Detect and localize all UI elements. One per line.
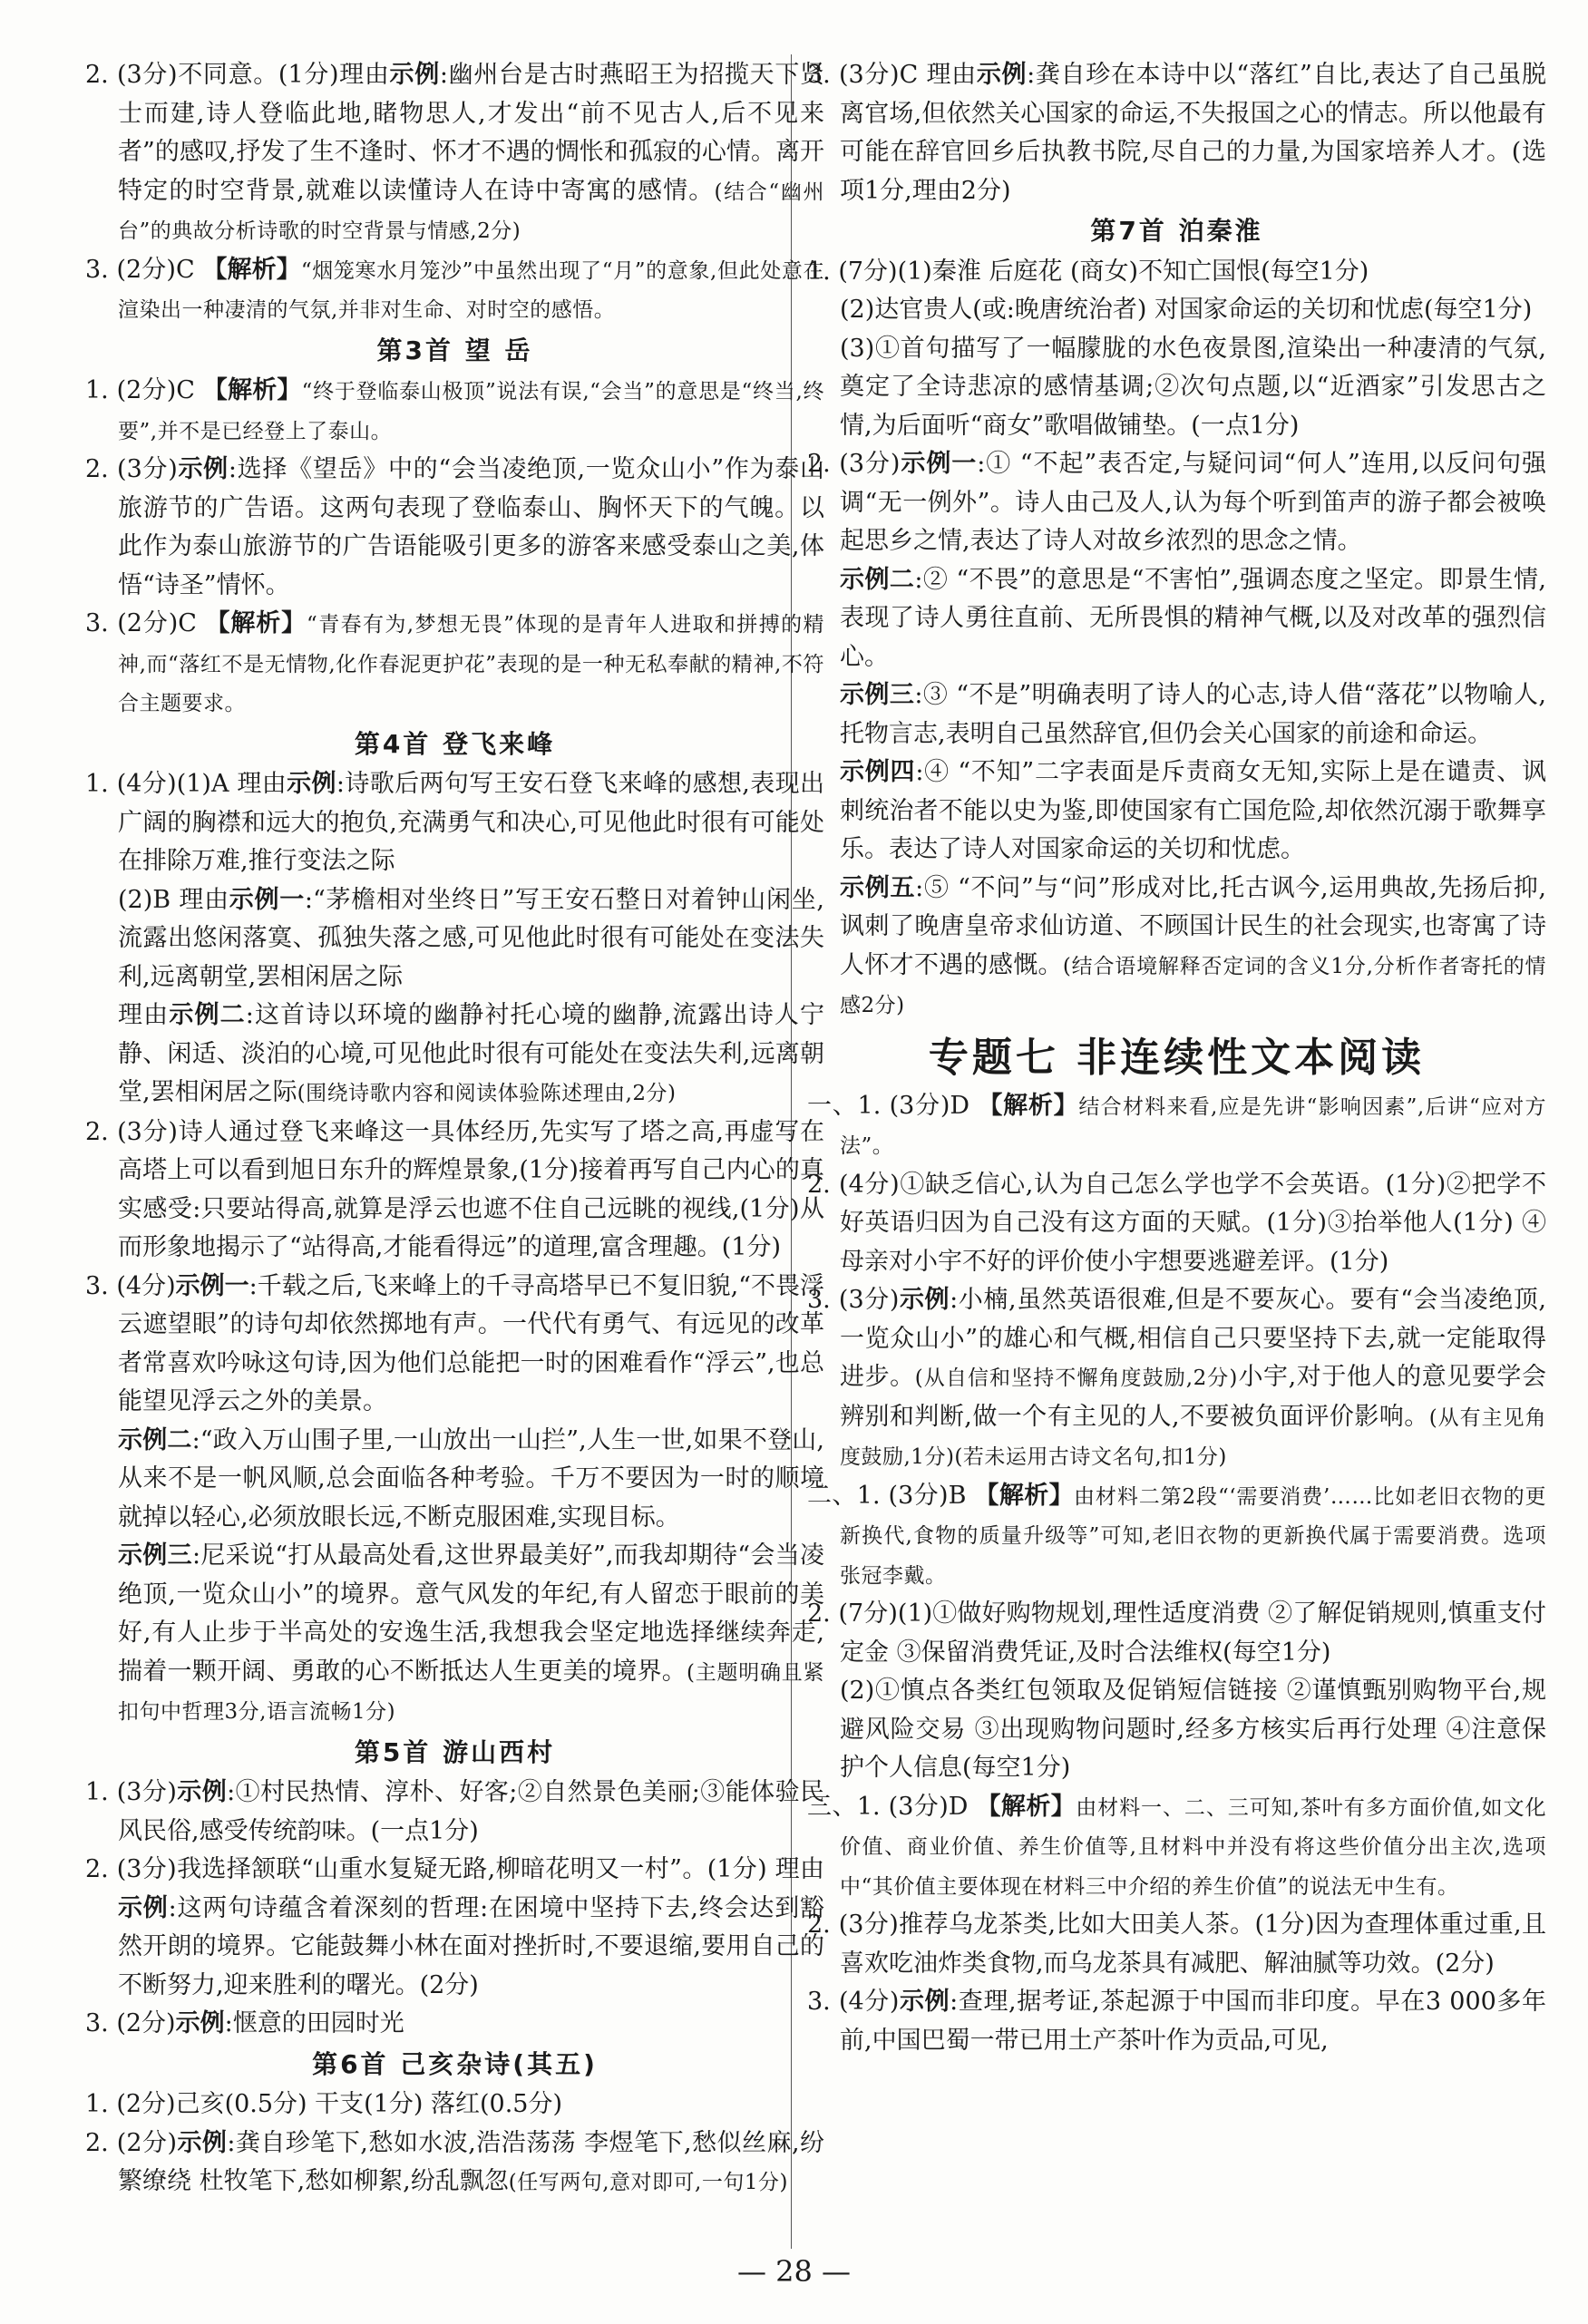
answer-item: 理由示例二:这首诗以环境的幽静衬托心境的幽静,流露出诗人宁静、闲适、淡泊的心境,可见他此时很有可能处在变法失利,远离朝堂,罢相闲居之际(围绕诗歌内容和阅读体验陈述理由,2分) bbox=[118, 1001, 825, 1106]
answer-item: (2)B 理由示例一:“茅檐相对坐终日”写王安石整日对着钟山闲坐,流露出悠闲落寞、孤独失落之感,可见他此时很有可能处在变法失利,远离朝堂,罢相闲居之际 bbox=[118, 885, 825, 991]
answer-item: 2. (3分)诗人通过登飞来峰这一具体经历,先实写了塔之高,再虚写在高塔上可以看到旭日东升的辉煌景象,(1分)接着再写自己内心的真实感受:只要站得高,就算是浮云也遮不住自己远眺的视线,(1分)从而形象地揭示了“站得高,才能看得远”的道理,富含理趣。(1分) bbox=[85, 1117, 824, 1261]
answer-item: 2. (3分)我选择颔联“山重水复疑无路,柳暗花明又一村”。(1分) 理由示例:这两句诗蕴含着深刻的哲理:在困境中坚持下去,终会达到豁然开朗的境界。它能鼓舞小林在面对挫折时,不要退缩,要用自己的不断努力,迎来胜利的曙光。(2分) bbox=[85, 1855, 825, 1999]
answer-item: 3. (2分)C 【解析】“烟笼寒水月笼沙”中虽然出现了“月”的意象,但此处意在渲染出一种凄清的气氛,并非对生命、对时空的感悟。 bbox=[85, 255, 824, 322]
answer-item: (2)①慎点各类红包领取及促销短信链接 ②谨慎甄别购物平台,规避风险交易 ③出现购物问题时,经多方核实后再行处理 ④注意保护个人信息(每空1分) bbox=[840, 1677, 1546, 1782]
answer-item: 3. (4分)示例一:千载之后,飞来峰上的千寻高塔早已不复旧貌,“不畏浮云遮望眼”的诗句却依然掷地有声。一代代有勇气、有远见的改革者常喜欢吟咏这句诗,因为他们总能把一时的困难看作“浮云”,也总能望见浮云之外的美景。 bbox=[85, 1271, 824, 1415]
answer-item: (2)达官贵人(或:晚唐统治者) 对国家命运的关切和忧虑(每空1分) bbox=[840, 296, 1533, 324]
answer-item: 2. (3分)推荐乌龙茶类,比如大田美人茶。(1分)因为查理体重过重,且喜欢吃油炸类食物,而乌龙茶具有减肥、解油腻等功效。(2分) bbox=[807, 1911, 1546, 1978]
answer-item: 二、1. (3分)B 【解析】由材料二第2段“‘需要消费’……比如老旧衣物的更新换代,食物的质量升级等”可知,老旧衣物的更新换代属于需要消费。选项张冠李戴。 bbox=[807, 1481, 1547, 1588]
answer-item: 三、1. (3分)D 【解析】由材料一、二、三可知,茶叶有多方面价值,如文化价值、商业价值、养生价值等,且材料中并没有将这些价值分出主次,选项中“其价值主要体现在材料三中介绍的养生价值”的说法无中生有。 bbox=[807, 1792, 1546, 1899]
answer-item: 3. (3分)示例:小楠,虽然英语很难,但是不要灰心。要有“会当凌绝顶,一览众山小”的雄心和气概,相信自己只要坚持下去,就一定能取得进步。(从自信和坚持不懈角度鼓励,2分)小宇,对于他人的意见要学会辨别和判断,做一个有主见的人,不要被负面评价影响。(从有主见角度鼓励,1分)(若未运用古诗文名句,扣1分) bbox=[807, 1286, 1547, 1469]
answer-item: 示例二:② “不畏”的意思是“不害怕”,强调态度之坚定。即景生情,表现了诗人勇往直前、无所畏惧的精神气概,以及对改革的强烈信心。 bbox=[840, 565, 1547, 671]
topic-title: 专题七 非连续性文本阅读 bbox=[928, 1034, 1426, 1081]
answer-item: (3)①首句描写了一幅朦胧的水色夜景图,渲染出一种凄清的气氛,奠定了全诗悲凉的感情基调;②次句点题,以“近酒家”引发思古之情,为后面听“商女”歌唱做铺垫。(一点1分) bbox=[840, 334, 1546, 440]
answer-item: 一、1. (3分)D 【解析】结合材料来看,应是先讲“影响因素”,后讲“应对方法”。 bbox=[807, 1091, 1547, 1158]
answer-item: 示例四:④ “不知”二字表面是斥责商女无知,实际上是在谴责、讽刺统治者不能以史为鉴,即使国家有亡国危险,却依然沉溺于歌舞享乐。表达了诗人对国家命运的关切和忧虑。 bbox=[840, 758, 1546, 863]
answer-item: 3. (2分)示例:惬意的田园时光 bbox=[85, 2009, 404, 2037]
answer-item: 1. (4分)(1)A 理由示例:诗歌后两句写王安石登飞来峰的感想,表现出广阔的胸襟和远大的抱负,充满勇气和决心,可见他此时很有可能处在排除万难,推行变法之际 bbox=[85, 770, 825, 875]
answer-item: 2. (4分)①缺乏信心,认为自己怎么学也学不会英语。(1分)②把学不好英语归因为自己没有这方面的天赋。(1分)③抬举他人(1分) ④母亲对小宇不好的评价使小宇想要逃避差评。(1分) bbox=[807, 1170, 1546, 1276]
answer-item: 示例二:“政入万山围子里,一山放出一山拦”,人生一世,如果不登山,从来不是一帆风顺,总会面临各种考验。千万不要因为一时的顺境就掉以轻心,必须放眼长远,不断克服困难,实现目标。 bbox=[118, 1425, 824, 1532]
section-title: 第5首 游山西村 bbox=[354, 1736, 556, 1767]
answer-item: 1. (2分)己亥(0.5分) 干支(1分) 落红(0.5分) bbox=[85, 2090, 563, 2118]
answer-item: 1. (7分)(1)秦淮 后庭花 (商女)不知亡国恨(每空1分) bbox=[807, 257, 1369, 286]
page-number: — 28 — bbox=[736, 2254, 852, 2289]
right-column bbox=[807, 56, 1546, 2060]
answer-item: 1. (3分)示例:①村民热情、淳朴、好客;②自然景色美丽;③能体验民风民俗,感受传统韵味。(一点1分) bbox=[85, 1778, 825, 1845]
section-title: 第7首 泊秦淮 bbox=[1090, 216, 1263, 246]
answer-item: 3. (3分)C 理由示例:龚自珍在本诗中以“落红”自比,表达了自己虽脱离官场,但依然关心国家的命运,不失报国之心的情志。所以他最有可能在辞官回乡后执教书院,尽自己的力量,为国家培养人才。(选项1分,理由2分) bbox=[807, 61, 1546, 205]
section-title: 第4首 登飞来峰 bbox=[354, 728, 556, 759]
answer-item: 2. (3分)示例:选择《望岳》中的“会当凌绝顶,一览众山小”作为泰山旅游节的广告语。这两句表现了登临泰山、胸怀天下的气魄。以此作为泰山旅游节的广告语能吸引更多的游客来感受泰山之美,体悟“诗圣”情怀。 bbox=[85, 455, 824, 599]
answer-item: 示例三:③ “不是”明确表明了诗人的心志,诗人借“落花”以物喻人,托物言志,表明自己虽然辞官,但仍会关心国家的前途和命运。 bbox=[840, 681, 1546, 748]
answer-item: 2. (3分)不同意。(1分)理由示例:幽州台是古时燕昭王为招揽天下贤士而建,诗人登临此地,睹物思人,才发出“前不见古人,后不见来者”的感叹,抒发了生不逢时、怀才不遇的惆怅和孤寂的心情。离开特定的时空背景,就难以读懂诗人在诗中寄寓的感情。(结合“幽州台”的典故分析诗歌的时空背景与情感,2分) bbox=[85, 61, 824, 243]
answer-item: 1. (2分)C 【解析】“终于登临泰山极顶”说法有误,“会当”的意思是“终当,终要”,并不是已经登上了泰山。 bbox=[85, 376, 824, 443]
answer-item: 3. (4分)示例:查理,据考证,茶起源于中国而非印度。早在3 000多年前,中国巴蜀一带已用土产茶叶作为贡品,可见, bbox=[807, 1988, 1547, 2055]
answer-item: 示例五:⑤ “不问”与“问”形成对比,托古讽今,运用典故,先扬后抑,讽刺了晚唐皇帝求仙访道、不顾国计民生的社会现实,也寄寓了诗人怀才不遇的感慨。(结合语境解释否定词的含义1分,分析作者寄托的情感2分) bbox=[840, 873, 1547, 1017]
answer-item: 2. (7分)(1)①做好购物规划,理性适度消费 ②了解促销规则,慎重支付定金 ③保留消费凭证,及时合法维权(每空1分) bbox=[807, 1600, 1546, 1667]
answer-item: 2. (3分)示例一:① “不起”表否定,与疑问词“何人”连用,以反问句强调“无一例外”。诗人由己及人,认为每个听到笛声的游子都会被唤起思乡之情,表达了诗人对故乡浓烈的思念之情。 bbox=[807, 450, 1547, 555]
left-column bbox=[85, 56, 824, 2202]
answer-item: 示例三:尼采说“打从最高处看,这世界最美好”,而我却期待“会当凌绝顶,一览众山小”的境界。意气风发的年纪,有人留恋于眼前的美好,有人止步于半高处的安逸生活,我想我会坚定地选择继续奔走,揣着一颗开阔、勇敢的心不断抵达人生更美的境界。(主题明确且紧扣句中哲理3分,语言流畅1分) bbox=[118, 1541, 825, 1724]
answer-item: 2. (2分)示例:龚自珍笔下,愁如水波,浩浩荡荡 李煜笔下,愁似丝麻,纷繁缭绕 杜牧笔下,愁如柳絮,纷乱飘忽(任写两句,意对即可,一句1分) bbox=[85, 2128, 825, 2195]
section-title: 第3首 望 岳 bbox=[376, 335, 533, 365]
section-title: 第6首 己亥杂诗(其五) bbox=[312, 2048, 598, 2079]
answer-item: 3. (2分)C 【解析】“青春有为,梦想无畏”体现的是青年人进取和拼搏的精神,而“落红不是无情物,化作春泥更护花”表现的是一种无私奉献的精神,不符合主题要求。 bbox=[85, 609, 824, 715]
